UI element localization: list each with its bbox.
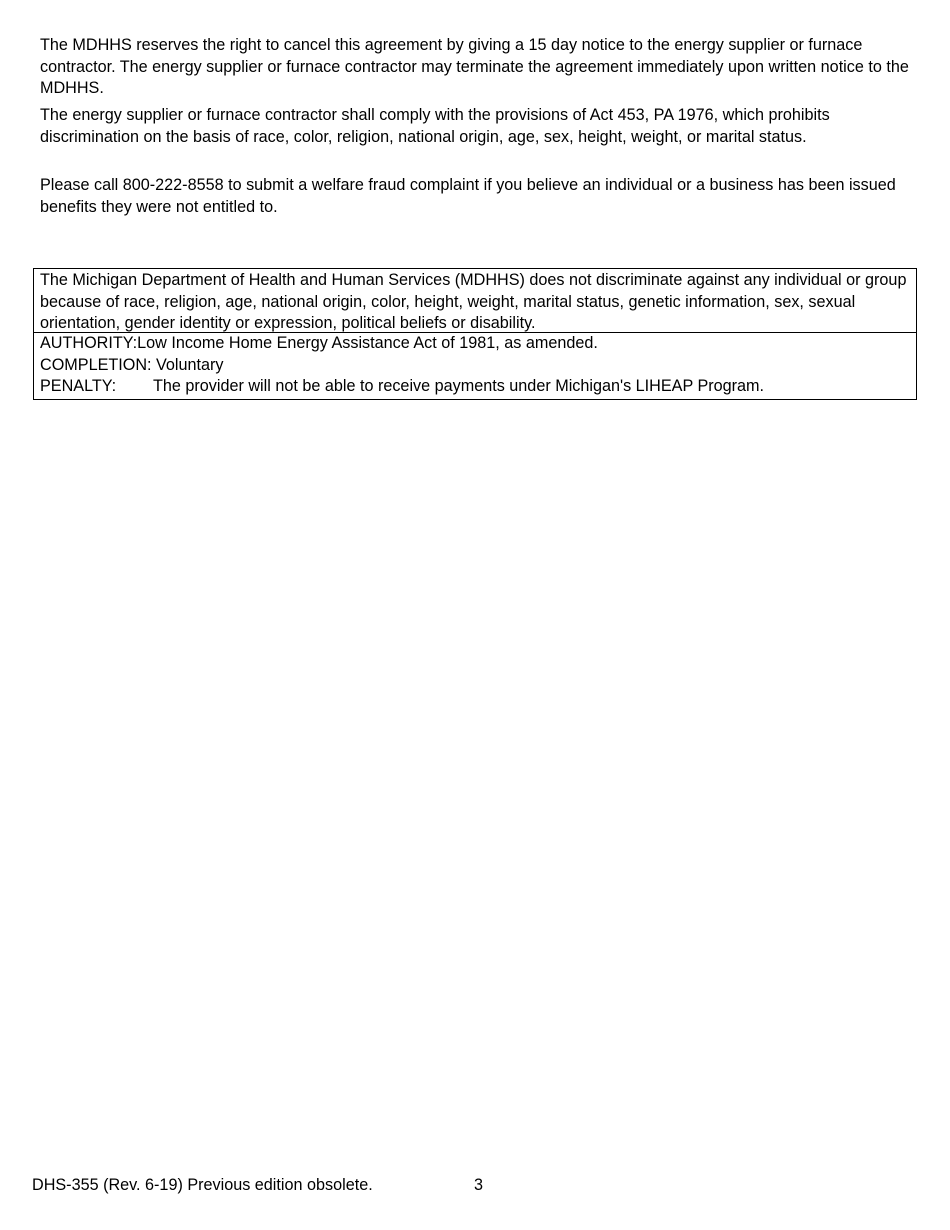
penalty-line <box>40 376 910 398</box>
penalty-label: PENALTY: <box>40 377 117 395</box>
authority-line: AUTHORITY:Low Income Home Energy Assistance Act of 1981, as amended. <box>40 334 598 352</box>
page-number: 3 <box>474 1176 484 1194</box>
fraud-complaint-paragraph: Please call 800-222-8558 to submit a welfare fraud complaint if you believe an individual or a business has been issued benefits they were not entitled to. <box>40 176 896 216</box>
penalty-text: The provider will not be able to receive payments under Michigan's LIHEAP Program. <box>153 377 765 395</box>
completion-line: COMPLETION: Voluntary <box>40 355 224 374</box>
discrimination-compliance-paragraph: The energy supplier or furnace contractor shall comply with the provisions of Act 453, PA 1976, which prohibits discrimination on the basis of race, color, religion, national origin, age, sex, height, weight, or marital status. <box>40 106 830 146</box>
authority-section <box>34 333 916 399</box>
cancellation-paragraph: The MDHHS reserves the right to cancel this agreement by giving a 15 day notice to the energy supplier or furnace contractor. The energy supplier or furnace contractor may terminate the agreement immediately upon written notice to the MDHHS. <box>40 36 909 97</box>
legal-notice-box <box>33 268 917 400</box>
form-footer: DHS-355 (Rev. 6-19) Previous edition obsolete. <box>32 1176 373 1194</box>
nondiscrimination-statement: The Michigan Department of Health and Human Services (MDHHS) does not discriminate against any individual or group because of race, religion, age, national origin, color, height, weight, marital status, genetic information, sex, sexual orientation, gender identity or expression, political beliefs or disability. <box>34 269 916 333</box>
